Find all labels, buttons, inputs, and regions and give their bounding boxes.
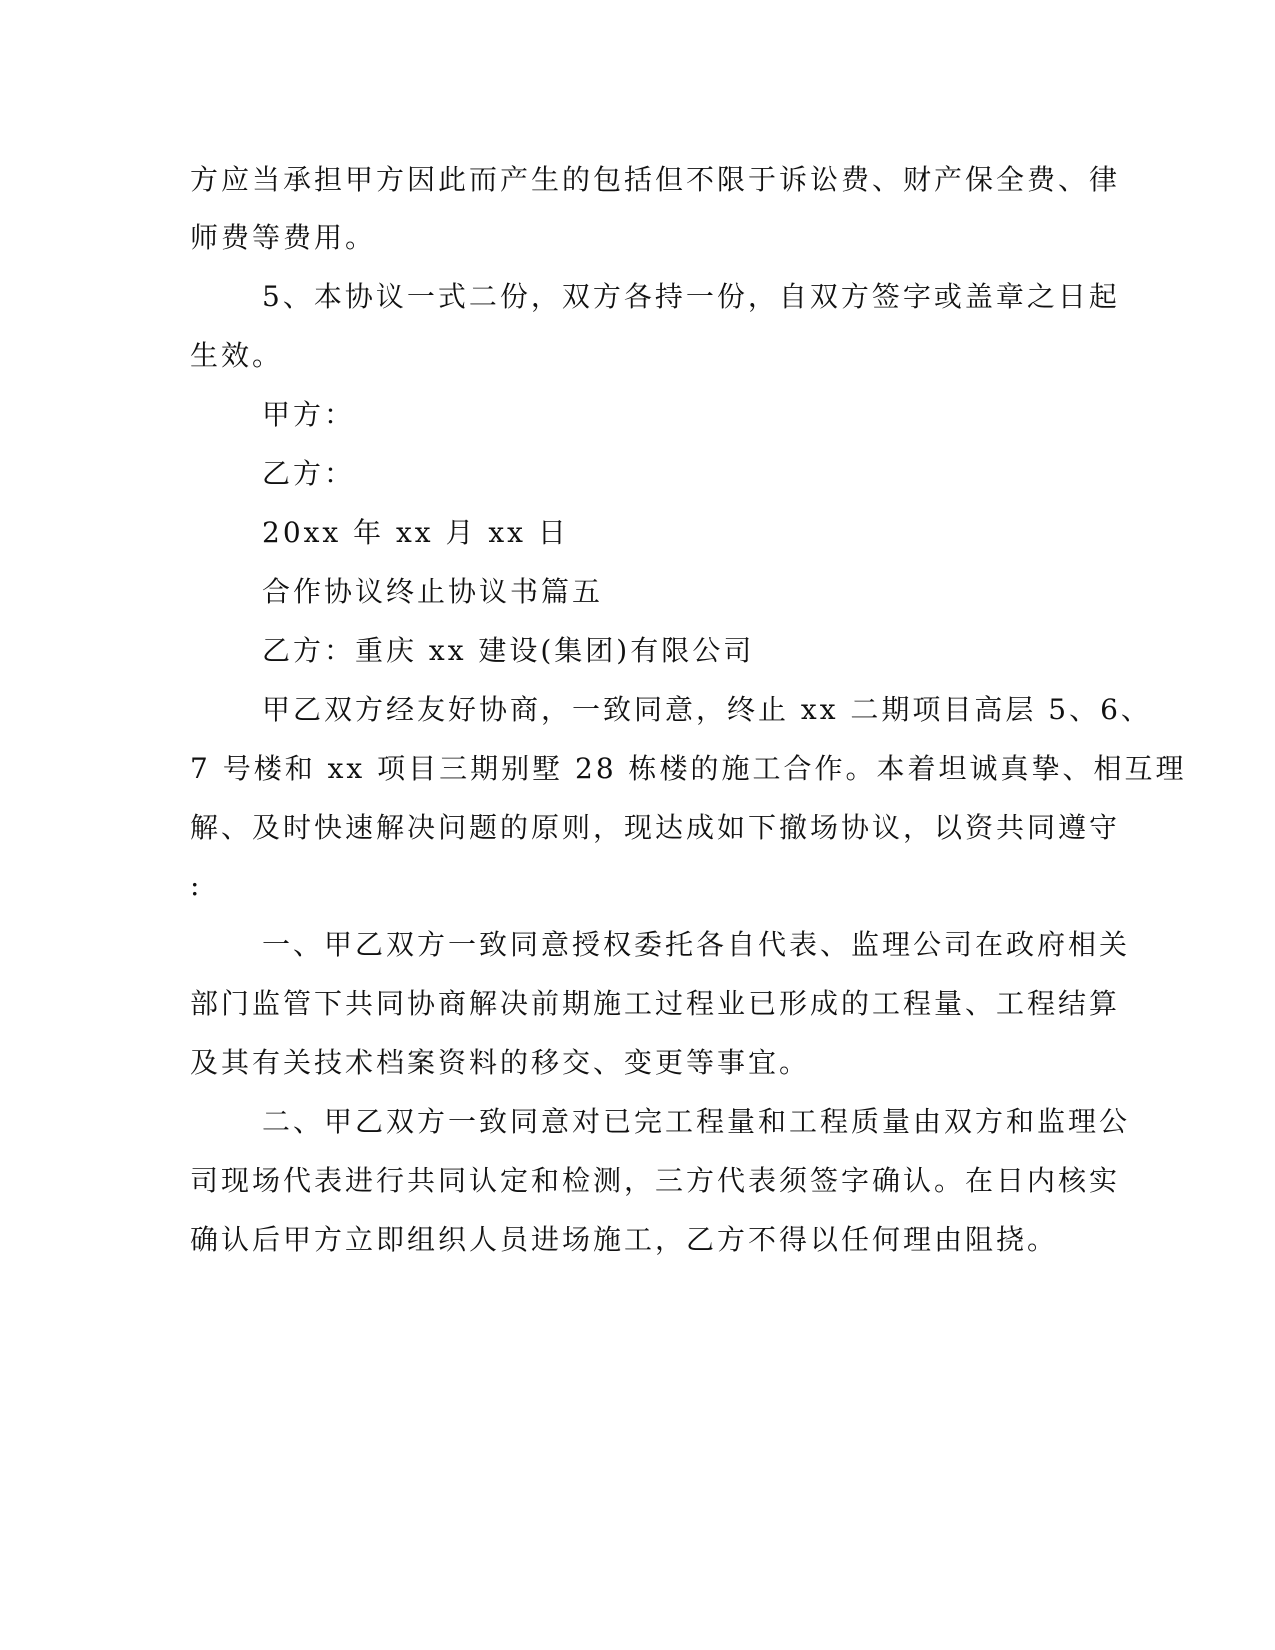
signature-party-b: 乙方： xyxy=(262,457,356,490)
text-line: 部门监管下共同协商解决前期施工过程业已形成的工程量、工程结算 xyxy=(190,987,1121,1020)
text-line: 师费等费用。 xyxy=(190,221,377,254)
text-line: 5、本协议一式二份，双方各持一份，自双方签字或盖章之日起 xyxy=(262,280,1120,313)
text-line: 生效。 xyxy=(190,339,284,372)
text-line: : xyxy=(190,869,203,902)
signature-date: 20xx 年 xx 月 xx 日 xyxy=(262,516,569,549)
signature-party-a: 甲方： xyxy=(262,398,356,431)
text-line: 确认后甲方立即组织人员进场施工，乙方不得以任何理由阻挠。 xyxy=(190,1223,1059,1256)
clause-two: 二、甲乙双方一致同意对已完工程量和工程质量由双方和监理公 xyxy=(262,1105,1131,1138)
text-line: 方应当承担甲方因此而产生的包括但不限于诉讼费、财产保全费、律 xyxy=(190,163,1121,196)
party-b-name: 乙方：重庆 xx 建设(集团)有限公司 xyxy=(262,634,755,667)
text-line: 甲乙双方经友好协商，一致同意，终止 xx 二期项目高层 5、6、 xyxy=(262,693,1152,726)
section-title: 合作协议终止协议书篇五 xyxy=(262,575,604,608)
clause-one: 一、甲乙双方一致同意授权委托各自代表、监理公司在政府相关 xyxy=(262,928,1131,961)
text-line: 解、及时快速解决问题的原则，现达成如下撤场协议，以资共同遵守 xyxy=(190,811,1121,844)
text-line: 7 号楼和 xx 项目三期别墅 28 栋楼的施工合作。本着坦诚真挚、相互理 xyxy=(190,752,1187,785)
text-line: 司现场代表进行共同认定和检测，三方代表须签字确认。在日内核实 xyxy=(190,1164,1121,1197)
text-line: 及其有关技术档案资料的移交、变更等事宜。 xyxy=(190,1046,811,1079)
